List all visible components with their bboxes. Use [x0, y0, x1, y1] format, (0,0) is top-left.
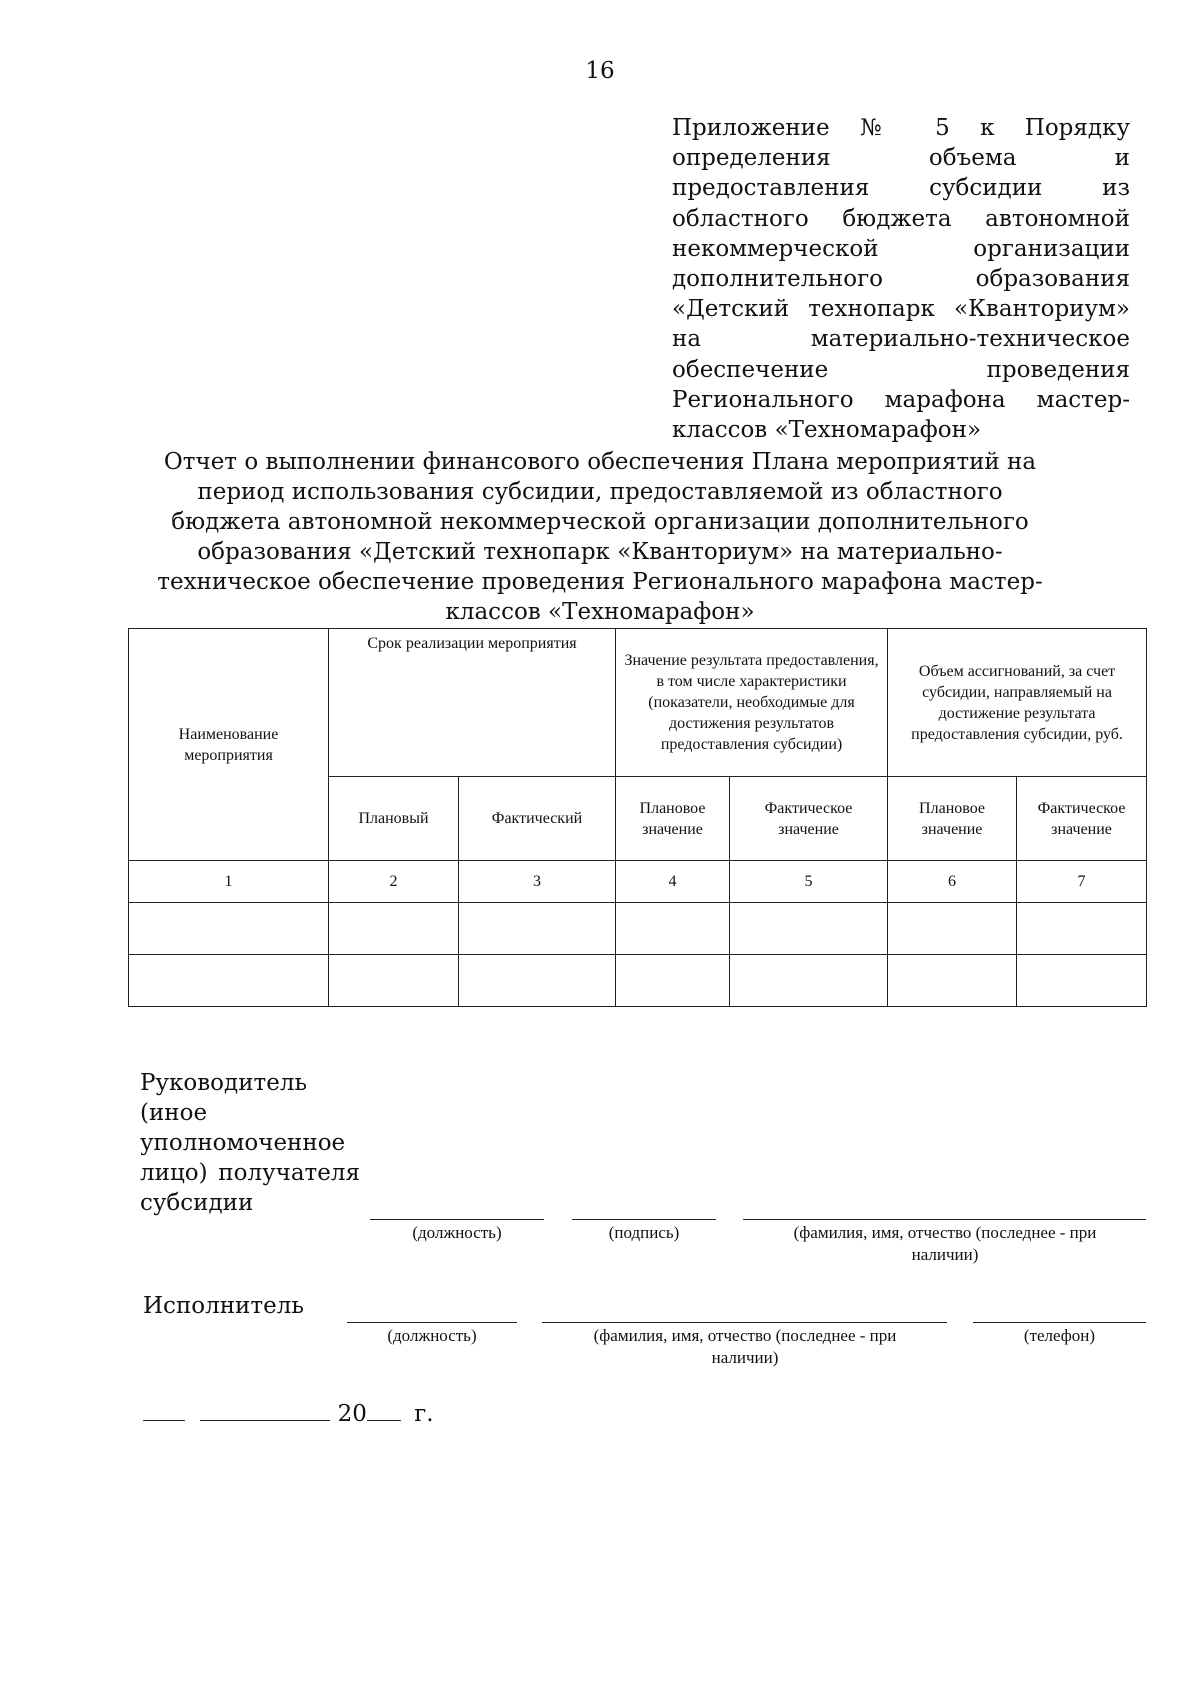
- table-cell[interactable]: [329, 903, 459, 955]
- report-table: [128, 628, 1147, 1007]
- appendix-text: Приложение № 5 к Порядку определения объема и предоставления субсидии из областного бюджета автономной некоммерческой организации дополнительного образования «Детский технопарк «Кванториум» на материально-техническое обеспечение проведения Регионального марафона мастер-классов «Техномарафон»: [672, 115, 1130, 444]
- column-number: 5: [730, 861, 888, 903]
- head-label-line: Руководитель: [140, 1070, 307, 1096]
- header-actual-value-2: Фактическое значение: [1017, 777, 1147, 861]
- head-name-caption: (фамилия, имя, отчество (последнее - при наличии): [793, 1223, 1097, 1264]
- table-cell[interactable]: [888, 955, 1017, 1007]
- head-position-line[interactable]: [370, 1219, 544, 1220]
- head-label-line: субсидии: [140, 1190, 254, 1216]
- table-cell[interactable]: [616, 903, 730, 955]
- executor-phone-line[interactable]: [973, 1322, 1146, 1323]
- executor-label: Исполнитель: [143, 1293, 304, 1319]
- executor-phone-caption: (телефон): [1023, 1326, 1096, 1345]
- date-year-blank[interactable]: [367, 1398, 401, 1421]
- header-allocation: Объем ассигнований, за счет субсидии, направляемый на достижение результата предоставления субсидии, руб.: [888, 629, 1147, 777]
- column-number-row: [129, 861, 1147, 903]
- column-number: 1: [129, 861, 329, 903]
- head-name-line[interactable]: [743, 1219, 1146, 1220]
- head-label-line: (иное: [140, 1100, 208, 1126]
- executor-name-caption: (фамилия, имя, отчество (последнее - при наличии): [593, 1326, 897, 1367]
- table-cell[interactable]: [129, 955, 329, 1007]
- executor-position-caption: (должность): [387, 1326, 477, 1345]
- table-cell[interactable]: [129, 903, 329, 955]
- header-period: Срок реализации мероприятия: [329, 629, 616, 777]
- head-signature-line[interactable]: [572, 1219, 716, 1220]
- head-signature-caption: (подпись): [608, 1223, 680, 1242]
- header-planned-value: Плановое значение: [616, 777, 730, 861]
- date-year-prefix: 20: [337, 1401, 367, 1427]
- head-label-line: [140, 1158, 360, 1188]
- column-number: 6: [888, 861, 1017, 903]
- header-name: Наименование мероприятия: [129, 629, 329, 861]
- page-number: 16: [585, 58, 615, 84]
- table-cell[interactable]: [616, 955, 730, 1007]
- date-line: [143, 1398, 434, 1429]
- executor-name-line[interactable]: [542, 1322, 947, 1323]
- column-number: 2: [329, 861, 459, 903]
- table-cell[interactable]: [730, 903, 888, 955]
- report-title: Отчет о выполнении финансового обеспечения Плана мероприятий на период использования субсидии, предоставляемой из областного бюджета автономной некоммерческой организации дополнительного образования «Детский технопарк «Кванториум» на материально-техническое обеспечение проведения Регионального марафона мастер-классов «Техномарафон»: [157, 449, 1043, 625]
- date-month-blank[interactable]: [200, 1398, 330, 1421]
- head-label: [140, 1068, 360, 1218]
- date-year-suffix: г.: [414, 1401, 434, 1427]
- table-cell[interactable]: [888, 903, 1017, 955]
- table-cell[interactable]: [459, 955, 616, 1007]
- column-number: 4: [616, 861, 730, 903]
- head-label-word: лицо): [140, 1160, 208, 1186]
- head-position-caption: (должность): [412, 1223, 502, 1242]
- table-cell[interactable]: [1017, 903, 1147, 955]
- header-actual-value: Фактическое значение: [730, 777, 888, 861]
- column-number: 7: [1017, 861, 1147, 903]
- head-label-word: получателя: [218, 1160, 360, 1186]
- table-row: [129, 903, 1147, 955]
- table-cell[interactable]: [730, 955, 888, 1007]
- column-number: 3: [459, 861, 616, 903]
- header-planned: Плановый: [329, 777, 459, 861]
- executor-position-line[interactable]: [347, 1322, 517, 1323]
- table-cell[interactable]: [329, 955, 459, 1007]
- header-planned-value-2: Плановое значение: [888, 777, 1017, 861]
- table-row: [129, 955, 1147, 1007]
- header-result-value: Значение результата предоставления, в том числе характеристики (показатели, необходимые для достижения результатов предоставления субсидии): [616, 629, 888, 777]
- date-day-blank[interactable]: [143, 1398, 185, 1421]
- table-cell[interactable]: [1017, 955, 1147, 1007]
- table-cell[interactable]: [459, 903, 616, 955]
- header-actual: Фактический: [459, 777, 616, 861]
- head-label-line: уполномоченное: [140, 1130, 346, 1156]
